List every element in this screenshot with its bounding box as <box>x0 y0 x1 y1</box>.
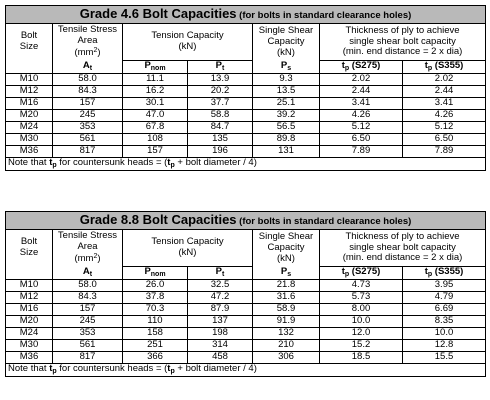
tp-s355-cell: 6.50 <box>403 134 486 146</box>
pt-cell: 20.2 <box>188 86 253 98</box>
pnom-cell: 26.0 <box>123 280 188 292</box>
bolt-size-cell: M10 <box>6 280 53 292</box>
tp-s275-cell: 10.0 <box>320 316 403 328</box>
bolt-size-header <box>6 230 53 267</box>
tensile-area-cell: 353 <box>53 122 123 134</box>
ps-cell: 131 <box>253 146 320 158</box>
table-row <box>6 122 486 134</box>
bolt-size-cell: M12 <box>6 86 53 98</box>
ps-cell: 9.3 <box>253 74 320 86</box>
grade-8-8-table <box>5 211 486 377</box>
thickness-header <box>320 24 486 61</box>
tp-s275-cell: 12.0 <box>320 328 403 340</box>
table-subtitle: (for bolts in standard clearance holes) <box>239 10 412 22</box>
tensile-unit: $(mm^2)$ <box>74 47 101 59</box>
thickness-line-2: single shear bolt capacity <box>349 241 456 253</box>
tension-capacity-label: Tension Capacity <box>151 30 224 42</box>
pt-cell: 13.9 <box>188 74 253 86</box>
tp-s275-symbol: $t_p$ (S275) <box>320 61 403 74</box>
pt-symbol: $P_t$ <box>188 61 253 74</box>
shear-unit: (kN) <box>277 46 295 58</box>
shear-unit: (kN) <box>277 252 295 264</box>
ps-cell: 31.6 <box>253 292 320 304</box>
tensile-stress-area-label: Tensile Stress Area <box>57 230 118 253</box>
tp-s275-symbol: $t_p$ (S275) <box>320 267 403 280</box>
tp-s275-cell: 6.50 <box>320 134 403 146</box>
tension-capacity-header <box>123 230 253 267</box>
table-row <box>6 316 486 328</box>
pt-cell: 135 <box>188 134 253 146</box>
tp-s275-cell: 2.44 <box>320 86 403 98</box>
pnom-cell: 47.0 <box>123 110 188 122</box>
area-symbol: $A_t$ <box>53 267 123 280</box>
pnom-cell: 251 <box>123 340 188 352</box>
pt-cell: 198 <box>188 328 253 340</box>
table-row <box>6 74 486 86</box>
thickness-line-3: (min. end distance = 2 x dia) <box>342 252 463 264</box>
tension-unit: (kN) <box>178 41 197 52</box>
tensile-area-cell: 84.3 <box>53 292 123 304</box>
bolt-size-cell: M30 <box>6 340 53 352</box>
table-row <box>6 292 486 304</box>
ps-cell: 56.5 <box>253 122 320 134</box>
bolt-size-symbol-cell <box>6 267 53 280</box>
pnom-cell: 70.3 <box>123 304 188 316</box>
tp-s355-cell: 4.26 <box>403 110 486 122</box>
bolt-size-header-line-1: Bolt <box>20 236 38 248</box>
bolt-size-header-line-1: Bolt <box>20 30 38 42</box>
tp-s275-cell: 8.00 <box>320 304 403 316</box>
tp-s355-cell: 4.79 <box>403 292 486 304</box>
pt-cell: 314 <box>188 340 253 352</box>
table-row <box>6 146 486 158</box>
grade-4-6-table <box>5 5 486 171</box>
tp-s355-symbol: $t_p$ (S355) <box>403 61 486 74</box>
tp-s355-symbol: $t_p$ (S355) <box>403 267 486 280</box>
tensile-stress-area-header <box>53 230 123 267</box>
ps-cell: 132 <box>253 328 320 340</box>
single-shear-header <box>253 24 320 61</box>
tension-capacity-label: Tension Capacity <box>151 236 224 248</box>
tp-s355-cell: 2.44 <box>403 86 486 98</box>
pnom-cell: 11.1 <box>123 74 188 86</box>
bolt-size-cell: M16 <box>6 98 53 110</box>
bolt-size-cell: M10 <box>6 74 53 86</box>
pnom-cell: 37.8 <box>123 292 188 304</box>
bolt-size-cell: M12 <box>6 292 53 304</box>
bolt-size-symbol-cell <box>6 61 53 74</box>
bolt-size-header-line-2: Size <box>19 41 39 53</box>
ps-cell: 210 <box>253 340 320 352</box>
table-title-text: Grade 8.8 Bolt Capacities <box>79 212 237 228</box>
tensile-area-cell: 157 <box>53 98 123 110</box>
tp-s355-cell: 10.0 <box>403 328 486 340</box>
ps-cell: 21.8 <box>253 280 320 292</box>
pnom-cell: 30.1 <box>123 98 188 110</box>
tensile-area-cell: 245 <box>53 110 123 122</box>
pnom-cell: 108 <box>123 134 188 146</box>
single-shear-header <box>253 230 320 267</box>
tp-s275-cell: 7.89 <box>320 146 403 158</box>
tensile-stress-area-label: Tensile Stress Area <box>57 24 118 47</box>
tp-s275-cell: 4.26 <box>320 110 403 122</box>
bolt-size-cell: M20 <box>6 110 53 122</box>
tp-s355-cell: 8.35 <box>403 316 486 328</box>
table-row <box>6 98 486 110</box>
ps-symbol: $P_s$ <box>253 61 320 74</box>
countersunk-note: Note that $t_p$ for countersunk heads = ($t_p$ + bolt diameter / 4) <box>6 158 486 171</box>
pnom-cell: 110 <box>123 316 188 328</box>
pnom-symbol: $P_{nom}$ <box>123 61 188 74</box>
pt-cell: 137 <box>188 316 253 328</box>
pt-cell: 47.2 <box>188 292 253 304</box>
thickness-line-1: Thickness of ply to achieve <box>345 24 460 36</box>
countersunk-note: Note that $t_p$ for countersunk heads = ($t_p$ + bolt diameter / 4) <box>6 364 486 377</box>
ps-cell: 306 <box>253 352 320 364</box>
thickness-line-2: single shear bolt capacity <box>349 35 456 47</box>
tp-s355-cell: 3.41 <box>403 98 486 110</box>
table-row <box>6 328 486 340</box>
pnom-cell: 67.8 <box>123 122 188 134</box>
bolt-size-cell: M30 <box>6 134 53 146</box>
pnom-cell: 16.2 <box>123 86 188 98</box>
tp-s275-cell: 3.41 <box>320 98 403 110</box>
tp-s355-cell: 12.8 <box>403 340 486 352</box>
tp-s275-cell: 15.2 <box>320 340 403 352</box>
single-shear-label: Single Shear Capacity <box>258 24 314 47</box>
pt-cell: 58.8 <box>188 110 253 122</box>
ps-cell: 25.1 <box>253 98 320 110</box>
tp-s275-cell: 18.5 <box>320 352 403 364</box>
table-title-text: Grade 4.6 Bolt Capacities <box>79 6 237 22</box>
tensile-area-cell: 245 <box>53 316 123 328</box>
ps-cell: 89.8 <box>253 134 320 146</box>
table-row <box>6 280 486 292</box>
pt-cell: 196 <box>188 146 253 158</box>
table-row <box>6 340 486 352</box>
tensile-unit: $(mm^2)$ <box>74 253 101 265</box>
table-row <box>6 86 486 98</box>
pt-cell: 458 <box>188 352 253 364</box>
pt-cell: 84.7 <box>188 122 253 134</box>
single-shear-label: Single Shear Capacity <box>258 230 314 253</box>
table-row <box>6 134 486 146</box>
table-row <box>6 110 486 122</box>
tensile-stress-area-header <box>53 24 123 61</box>
tensile-area-cell: 817 <box>53 146 123 158</box>
pt-cell: 32.5 <box>188 280 253 292</box>
bolt-size-cell: M24 <box>6 122 53 134</box>
table-row <box>6 352 486 364</box>
ps-cell: 91.9 <box>253 316 320 328</box>
tp-s275-cell: 4.73 <box>320 280 403 292</box>
tension-unit: (kN) <box>178 247 197 258</box>
tensile-area-cell: 84.3 <box>53 86 123 98</box>
table-subtitle: (for bolts in standard clearance holes) <box>239 216 412 228</box>
tp-s275-cell: 5.73 <box>320 292 403 304</box>
tp-s355-cell: 2.02 <box>403 74 486 86</box>
tensile-area-cell: 561 <box>53 340 123 352</box>
ps-symbol: $P_s$ <box>253 267 320 280</box>
pt-cell: 37.7 <box>188 98 253 110</box>
tp-s275-cell: 5.12 <box>320 122 403 134</box>
tp-s355-cell: 7.89 <box>403 146 486 158</box>
bolt-size-cell: M36 <box>6 146 53 158</box>
ps-cell: 39.2 <box>253 110 320 122</box>
pnom-cell: 157 <box>123 146 188 158</box>
thickness-line-1: Thickness of ply to achieve <box>345 230 460 242</box>
bolt-size-header-line-2: Size <box>19 247 39 259</box>
tp-s355-cell: 5.12 <box>403 122 486 134</box>
tp-s355-cell: 6.69 <box>403 304 486 316</box>
bolt-size-cell: M16 <box>6 304 53 316</box>
pnom-symbol: $P_{nom}$ <box>123 267 188 280</box>
table-title <box>6 212 486 230</box>
ps-cell: 13.5 <box>253 86 320 98</box>
tensile-area-cell: 353 <box>53 328 123 340</box>
pnom-cell: 158 <box>123 328 188 340</box>
thickness-line-3: (min. end distance = 2 x dia) <box>342 46 463 58</box>
bolt-size-header <box>6 24 53 61</box>
ps-cell: 58.9 <box>253 304 320 316</box>
pnom-cell: 366 <box>123 352 188 364</box>
tp-s355-cell: 3.95 <box>403 280 486 292</box>
tp-s275-cell: 2.02 <box>320 74 403 86</box>
tensile-area-cell: 58.0 <box>53 280 123 292</box>
table-row <box>6 304 486 316</box>
tensile-area-cell: 561 <box>53 134 123 146</box>
bolt-size-cell: M24 <box>6 328 53 340</box>
tension-capacity-header <box>123 24 253 61</box>
thickness-header <box>320 230 486 267</box>
tensile-area-cell: 817 <box>53 352 123 364</box>
tensile-area-cell: 157 <box>53 304 123 316</box>
bolt-size-cell: M36 <box>6 352 53 364</box>
table-title <box>6 6 486 24</box>
tensile-area-cell: 58.0 <box>53 74 123 86</box>
bolt-size-cell: M20 <box>6 316 53 328</box>
area-symbol: $A_t$ <box>53 61 123 74</box>
pt-symbol: $P_t$ <box>188 267 253 280</box>
pt-cell: 87.9 <box>188 304 253 316</box>
tp-s355-cell: 15.5 <box>403 352 486 364</box>
